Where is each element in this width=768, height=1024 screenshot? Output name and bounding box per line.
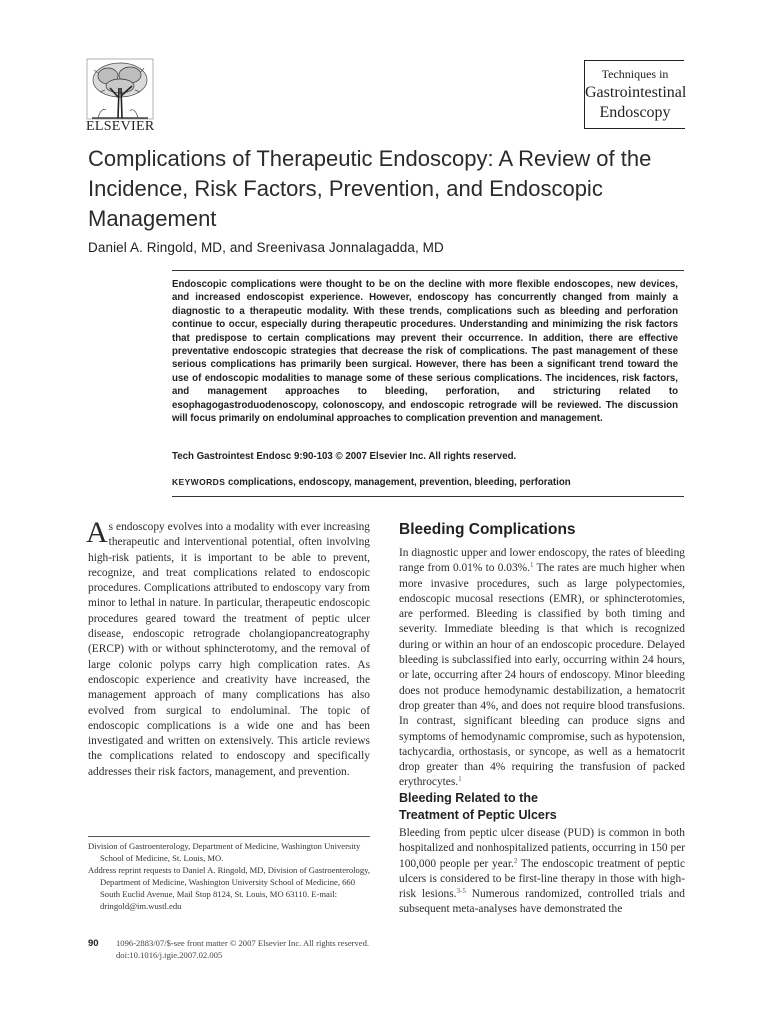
- bleeding-text-part-2: The rates are much higher when more invasive procedures, such as large polypectomies, endoscopic mucosal resections (EMR), or sphincterotomies, are performed. Bleeding is classified by both timing and severity. Immediate bleeding is that which is recognized during or within an hour of an endoscopic procedure. Delayed bleeding is subclassified into early, occurring within 24 hours, or late, occurring after 24 hours of endoscopy. Minor bleeding does not produce hemodynamic destabilization, a hematocrit drop greater than 4%, and does not require blood transfusions. In contrast, significant bleeding can produce signs and symptoms of hemodynamic compromise, such as hypotension, tachycardia, orthostasis, or syncope, as well as a hematocrit drop greater than 4% requiring the transfusion of packed erythrocytes.: [399, 562, 685, 789]
- journal-title-line-3: Endoscopy: [599, 104, 671, 121]
- section-heading-bleeding-complications: Bleeding Complications: [399, 521, 576, 538]
- affiliation-division: Division of Gastroenterology, Department of Medicine, Washington University School of Medicine, St. Louis, MO.: [88, 841, 361, 864]
- article-title: Complications of Therapeutic Endoscopy: A Review of the Incidence, Risk Factors, Prevention, and Endoscopic Management: [88, 146, 652, 231]
- peptic-ulcer-paragraph: [399, 826, 685, 918]
- keywords-line: [172, 477, 571, 488]
- journal-title-box: [584, 60, 685, 129]
- author-affiliations: [88, 840, 372, 913]
- page-number: 90: [88, 938, 99, 949]
- reference-link[interactable]: 1: [530, 561, 534, 570]
- subsection-heading-peptic-ulcers: [399, 790, 685, 823]
- journal-title-line-1: Techniques in: [601, 67, 669, 81]
- peptic-text-part-2: The endoscopic treatment of peptic ulcers is considered to be first-line therapy in those with high-risk lesions.: [399, 857, 685, 901]
- keywords-list: complications, endoscopy, management, prevention, bleeding, perforation: [227, 477, 571, 488]
- reference-link[interactable]: 1: [458, 775, 462, 784]
- doi-line[interactable]: doi:10.1016/j.tgie.2007.02.005: [116, 950, 223, 960]
- abstract-text: Endoscopic complications were thought to be on the decline with more flexible endoscopes, new devices, and increased endoscopist experience. However, endoscopy has concurrently changed from mainly a diagnostic to a therapeutic modality. With these trends, complications such as bleeding and perforation continue to occur, especially during therapeutic procedures. Understanding and minimizing the risk factors that predispose to certain complications may prevent their occurrence. In addition, there are effective preventative endoscopic strategies that decrease the risk of complications. The past management of these serious complications has primarily been surgical. However, there has been a significant trend toward the use of endoscopic modalities to manage some of these serious complications. The incidences, risk factors, and management approaches to bleeding, perforation, and stricturing related to esophagogastroduodenoscopy, colonoscopy, and endoscopic retrograde will be reviewed. The discussion will focus primarily on endoluminal approaches to complication prevention and management.: [172, 279, 678, 425]
- drop-cap: A: [86, 516, 108, 549]
- subsection-heading-line-2: Treatment of Peptic Ulcers: [399, 807, 557, 822]
- keywords-label: KEYWORDS: [172, 477, 226, 487]
- bleeding-paragraph: [399, 546, 685, 791]
- footnote-rule: [88, 836, 370, 837]
- journal-title-line-2: Gastrointestinal: [585, 84, 687, 101]
- publisher-name: ELSEVIER: [86, 119, 155, 134]
- article-authors: Daniel A. Ringold, MD, and Sreenivasa Jonnalagadda, MD: [88, 240, 444, 255]
- reference-link[interactable]: 3-5: [456, 887, 466, 896]
- reference-link[interactable]: 2: [513, 856, 518, 865]
- bleeding-text-part-1: In diagnostic upper and lower endoscopy, the rates of bleeding range from 0.01% to 0.03%.: [399, 547, 685, 575]
- issn-copyright-line: 1096-2883/07/$-see front matter © 2007 Elsevier Inc. All rights reserved.: [116, 938, 370, 948]
- abstract-bottom-rule: [172, 496, 684, 497]
- peptic-text-part-1: Bleeding from peptic ulcer disease (PUD) is common in both hospitalized and nonhospitalized patients, occurring in 150 per 100,000 people per year.: [399, 827, 685, 870]
- introduction-text: s endoscopy evolves into a modality with ever increasing therapeutic and interventional potential, often involving high-risk patients, it is important to be able to prevent, recognize, and treat complications related to endoscopic procedures. Complications attributed to endoscopy vary from minor to lethal in nature. In particular, therapeutic endoscopic procedures geared toward the treatment of peptic ulcer disease, endoscopic retrograde cholangiopancreatography (ERCP) with or without sphincterotomy, and the removal of large colonic polyps carry high complication rates. As endoscopic experience and creativity have increased, the management approach of many complications has also evolved from surgical to endoluminal. The topic of endoscopic complications is a wide one and has been investigated and written on extensively. This article reviews the complications related to endoscopy and specifically addresses their risk factors, management, and prevention.: [88, 521, 370, 778]
- introduction-paragraph: [86, 516, 370, 780]
- subsection-heading-line-1: Bleeding Related to the: [399, 791, 538, 805]
- affiliation-reprint-address: Address reprint requests to Daniel A. Ringold, MD, Division of Gastroenterology, Department of Medicine, Washington University School of Medicine, 660 South Euclid Avenue, Mail Stop 8124, St. Louis, MO 63110. E-mail: dringold@im.wustl.edu: [88, 865, 371, 912]
- abstract-top-rule: [172, 270, 684, 271]
- journal-citation: Tech Gastrointest Endosc 9:90-103 © 2007 Elsevier Inc. All rights reserved.: [172, 451, 517, 462]
- peptic-text-part-3: Numerous randomized, controlled trials and subsequent meta-analyses have demonstrated the: [399, 888, 685, 916]
